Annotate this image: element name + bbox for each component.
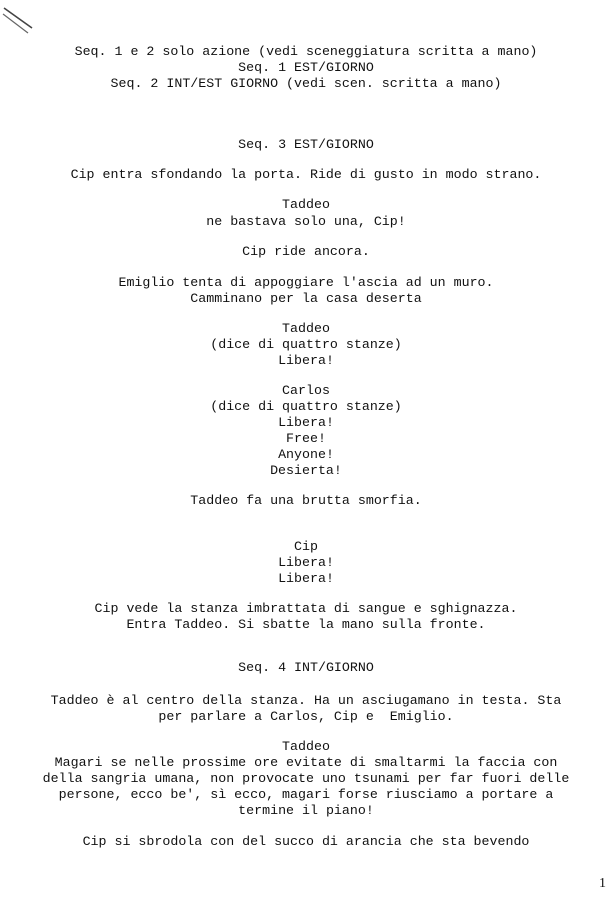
- dialogue-line: Libera!: [278, 571, 334, 586]
- dialogue-line: Libera!: [278, 353, 334, 368]
- character-name: Carlos: [282, 383, 330, 398]
- dialogue-line: Libera!: [278, 555, 334, 570]
- header-line: Seq. 2 INT/EST GIORNO (vedi scen. scritta a mano): [110, 76, 502, 91]
- scene-heading-seq4: Seq. 4 INT/GIORNO: [238, 660, 374, 675]
- action-line: Emiglio tenta di appoggiare l'ascia ad un muro.: [118, 275, 494, 290]
- dialogue-line: Free!: [286, 431, 326, 446]
- action-line: Taddeo è al centro della stanza. Ha un asciugamano in testa. Sta: [50, 693, 562, 708]
- dialogue-line: Anyone!: [278, 447, 334, 462]
- character-name: Taddeo: [282, 197, 330, 212]
- action-line: Cip entra sfondando la porta. Ride di gusto in modo strano.: [70, 167, 542, 182]
- dialogue-line: della sangria umana, non provocate uno tsunami per far fuori delle: [42, 771, 570, 786]
- dialogue-line: persone, ecco be', sì ecco, magari forse riusciamo a portare a: [58, 787, 554, 802]
- dialogue-line: ne bastava solo una, Cip!: [206, 214, 406, 229]
- dialogue-line: Desierta!: [270, 463, 342, 478]
- action-line: Cip ride ancora.: [242, 244, 370, 259]
- page-number: 1: [599, 876, 606, 891]
- corner-scan-mark: [2, 0, 42, 34]
- action-line: Cip vede la stanza imbrattata di sangue e sghignazza.: [94, 601, 518, 616]
- header-line: Seq. 1 e 2 solo azione (vedi sceneggiatura scritta a mano): [74, 44, 538, 59]
- action-line: Entra Taddeo. Si sbatte la mano sulla fronte.: [126, 617, 486, 632]
- header-line: Seq. 1 EST/GIORNO: [238, 60, 374, 75]
- parenthetical: (dice di quattro stanze): [210, 399, 402, 414]
- character-name: Taddeo: [282, 739, 330, 754]
- dialogue-line: termine il piano!: [238, 803, 374, 818]
- action-line: Cip si sbrodola con del succo di arancia che sta bevendo: [82, 834, 530, 849]
- character-name: Cip: [294, 539, 318, 554]
- parenthetical: (dice di quattro stanze): [210, 337, 402, 352]
- dialogue-line: Magari se nelle prossime ore evitate di smaltarmi la faccia con: [54, 755, 558, 770]
- action-line: Camminano per la casa deserta: [190, 291, 422, 306]
- action-line: Taddeo fa una brutta smorfia.: [190, 493, 422, 508]
- action-line: per parlare a Carlos, Cip e Emiglio.: [158, 709, 454, 724]
- character-name: Taddeo: [282, 321, 330, 336]
- dialogue-line: Libera!: [278, 415, 334, 430]
- scene-heading-seq3: Seq. 3 EST/GIORNO: [238, 137, 374, 152]
